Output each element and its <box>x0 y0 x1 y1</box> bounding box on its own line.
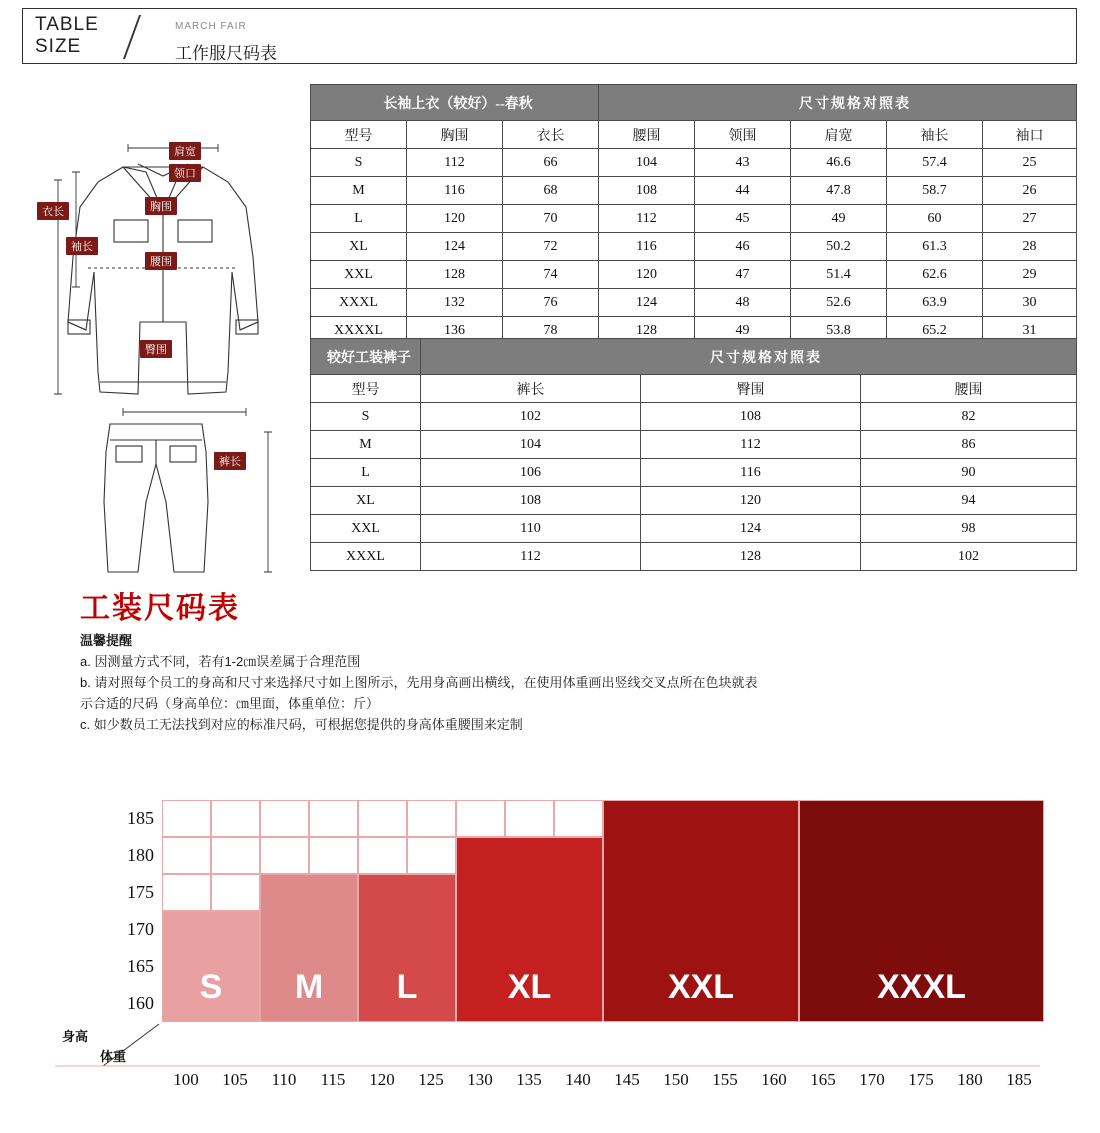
heatmap-x-tick: 180 <box>957 1070 983 1089</box>
heatmap-cell <box>456 800 505 837</box>
table-header-cell: 型号 <box>311 375 421 403</box>
table-cell: S <box>311 149 407 177</box>
table-cell: 26 <box>983 177 1077 205</box>
table-header-cell: 腰围 <box>599 121 695 149</box>
table-cell: 57.4 <box>887 149 983 177</box>
heatmap-x-tick: 120 <box>369 1070 395 1089</box>
table-cell: M <box>311 431 421 459</box>
heatmap-cell <box>162 837 211 874</box>
heatmap-label-xxl: XXL <box>667 968 735 1006</box>
table-bar-row <box>311 85 1077 121</box>
table-header-cell: 肩宽 <box>791 121 887 149</box>
table-cell: XXXXL <box>311 317 407 345</box>
heatmap-cell <box>162 874 211 911</box>
table-row <box>311 487 1077 515</box>
table-cell: 49 <box>695 317 791 345</box>
heatmap-x-tick: 165 <box>810 1070 836 1089</box>
table-cell: 48 <box>695 289 791 317</box>
bottom-size-table <box>310 338 1077 571</box>
table-cell: 104 <box>599 149 695 177</box>
table-bar-right: 尺寸规格对照表 <box>599 85 1077 121</box>
table-cell: XXXL <box>311 289 407 317</box>
note-line-b2: 示合适的尺码（身高单位：㎝里面，体重单位：斤） <box>80 696 380 711</box>
table-row <box>311 149 1077 177</box>
table-header-row <box>311 121 1077 149</box>
table-cell: 68 <box>503 177 599 205</box>
table-cell: 47.8 <box>791 177 887 205</box>
table-cell: 124 <box>407 233 503 261</box>
table-cell: 49 <box>791 205 887 233</box>
heatmap-cell <box>407 837 456 874</box>
heatmap-y-tick: 170 <box>127 919 154 939</box>
table-cell: 124 <box>599 289 695 317</box>
heatmap-x-tick: 150 <box>663 1070 689 1089</box>
table-cell: 112 <box>641 431 861 459</box>
heatmap-x-tick: 160 <box>761 1070 787 1089</box>
table-cell: 60 <box>887 205 983 233</box>
garment-diagram <box>28 72 298 582</box>
axis-corner-diagonal <box>55 1022 1040 1082</box>
table-cell: 116 <box>599 233 695 261</box>
heatmap-cell <box>309 837 358 874</box>
heatmap-y-tick: 165 <box>127 956 154 976</box>
bottom-table-body <box>311 339 1077 571</box>
table-cell: 50.2 <box>791 233 887 261</box>
label-trouser-length: 裤长 <box>214 452 246 470</box>
heatmap-x-tick: 110 <box>271 1070 297 1089</box>
slash-divider <box>123 15 141 59</box>
heatmap-cell <box>505 800 554 837</box>
heatmap-cell <box>260 800 309 837</box>
table-bar-left: 较好工装裤子 <box>311 339 421 375</box>
heatmap-x-tick: 105 <box>222 1070 248 1089</box>
table-cell: 94 <box>861 487 1077 515</box>
heatmap-cell <box>358 837 407 874</box>
table-row <box>311 289 1077 317</box>
table-cell: XXL <box>311 515 421 543</box>
table-header-row <box>311 375 1077 403</box>
table-cell: 112 <box>599 205 695 233</box>
heatmap-cell <box>162 800 211 837</box>
note-line-c: c. 如少数员工无法找到对应的标准尺码，可根据您提供的身高体重腰围来定制 <box>80 717 523 732</box>
label-hip: 臀围 <box>140 340 172 358</box>
table-cell: 102 <box>861 543 1077 571</box>
table-cell: L <box>311 205 407 233</box>
table-cell: 108 <box>599 177 695 205</box>
table-cell: XXXL <box>311 543 421 571</box>
note-line-a: a. 因测量方式不同，若有1-2㎝误差属于合理范围 <box>80 654 361 669</box>
label-garment-length: 衣长 <box>37 202 69 220</box>
table-row <box>311 233 1077 261</box>
table-cell: 98 <box>861 515 1077 543</box>
table-cell: 70 <box>503 205 599 233</box>
heatmap-x-tick: 125 <box>418 1070 444 1089</box>
table-cell: 29 <box>983 261 1077 289</box>
table-cell: 74 <box>503 261 599 289</box>
page-title-line1: TABLE <box>35 14 99 35</box>
table-cell: 128 <box>407 261 503 289</box>
table-cell: 112 <box>407 149 503 177</box>
brand-name: MARCH FAIR <box>175 21 247 32</box>
heatmap-x-tick: 100 <box>173 1070 199 1089</box>
table-header-cell: 腰围 <box>861 375 1077 403</box>
heatmap-cell <box>407 800 456 837</box>
label-sleeve-length: 袖长 <box>66 237 98 255</box>
table-cell: 86 <box>861 431 1077 459</box>
table-cell: 104 <box>421 431 641 459</box>
table-header-cell: 胸围 <box>407 121 503 149</box>
heatmap-x-tick: 140 <box>565 1070 591 1089</box>
heatmap-x-tick: 170 <box>859 1070 885 1089</box>
table-cell: S <box>311 403 421 431</box>
notes-block <box>80 630 980 735</box>
note-line-b: b. 请对照每个员工的身高和尺寸来选择尺寸如上图所示，先用身高画出横线，在使用体重画出竖线交叉点所在色块就表 <box>80 675 758 690</box>
heatmap-label-l: L <box>396 968 418 1006</box>
table-cell: 63.9 <box>887 289 983 317</box>
table-header-cell: 袖长 <box>887 121 983 149</box>
table-row <box>311 515 1077 543</box>
table-header-cell: 裤长 <box>421 375 641 403</box>
heatmap-y-tick: 175 <box>127 882 154 902</box>
axis-label-height: 身高 <box>62 1029 89 1044</box>
heatmap-x-tick: 185 <box>1006 1070 1032 1089</box>
table-cell: 106 <box>421 459 641 487</box>
heatmap-x-tick: 145 <box>614 1070 640 1089</box>
table-row <box>311 459 1077 487</box>
table-header-cell: 臀围 <box>641 375 861 403</box>
heatmap-y-tick: 160 <box>127 993 154 1013</box>
table-cell: 30 <box>983 289 1077 317</box>
table-cell: 25 <box>983 149 1077 177</box>
table-cell: 124 <box>641 515 861 543</box>
heatmap-cell <box>211 874 260 911</box>
heatmap-cell <box>358 800 407 837</box>
table-cell: 53.8 <box>791 317 887 345</box>
table-cell: 102 <box>421 403 641 431</box>
table-cell: 66 <box>503 149 599 177</box>
label-shoulder-width: 肩宽 <box>169 142 201 160</box>
table-cell: 136 <box>407 317 503 345</box>
table-cell: 45 <box>695 205 791 233</box>
axis-label-weight: 体重 <box>100 1049 127 1064</box>
heatmap-x-tick: 175 <box>908 1070 934 1089</box>
table-cell: 51.4 <box>791 261 887 289</box>
table-row <box>311 261 1077 289</box>
heatmap-cell <box>309 800 358 837</box>
table-cell: 61.3 <box>887 233 983 261</box>
table-cell: 82 <box>861 403 1077 431</box>
table-cell: 128 <box>599 317 695 345</box>
table-cell: 72 <box>503 233 599 261</box>
table-row <box>311 205 1077 233</box>
heatmap-x-tick: 155 <box>712 1070 738 1089</box>
top-table-body <box>311 85 1077 345</box>
heatmap-label-s: S <box>199 968 223 1006</box>
table-cell: 46.6 <box>791 149 887 177</box>
table-cell: 108 <box>641 403 861 431</box>
table-cell: 128 <box>641 543 861 571</box>
table-cell: 90 <box>861 459 1077 487</box>
notes-heading: 温馨提醒 <box>80 633 133 648</box>
table-header-cell: 型号 <box>311 121 407 149</box>
table-row <box>311 403 1077 431</box>
table-cell: 28 <box>983 233 1077 261</box>
heatmap-x-tick: 135 <box>516 1070 542 1089</box>
heatmap-label-xl: XL <box>507 968 552 1006</box>
header-box <box>22 8 1077 64</box>
table-bar-left: 长袖上衣（较好）--春秋 <box>311 85 599 121</box>
table-cell: 65.2 <box>887 317 983 345</box>
heatmap-y-tick: 180 <box>127 845 154 865</box>
table-cell: XL <box>311 487 421 515</box>
table-cell: 76 <box>503 289 599 317</box>
heatmap-cell <box>554 800 603 837</box>
label-waist: 腰围 <box>145 252 177 270</box>
table-cell: XXL <box>311 261 407 289</box>
table-cell: 116 <box>407 177 503 205</box>
table-header-cell: 领围 <box>695 121 791 149</box>
table-cell: 58.7 <box>887 177 983 205</box>
table-cell: L <box>311 459 421 487</box>
label-chest: 胸围 <box>145 197 177 215</box>
table-bar-row <box>311 339 1077 375</box>
label-collar: 领口 <box>169 164 201 182</box>
table-cell: XL <box>311 233 407 261</box>
table-cell: 46 <box>695 233 791 261</box>
page-title-line2: SIZE <box>35 35 82 57</box>
table-header-cell: 袖口 <box>983 121 1077 149</box>
size-heatmap-chart <box>55 800 1040 1089</box>
heatmap-cell <box>260 837 309 874</box>
table-cell: 108 <box>421 487 641 515</box>
table-cell: 132 <box>407 289 503 317</box>
top-size-table <box>310 84 1077 345</box>
table-cell: 116 <box>641 459 861 487</box>
table-cell: M <box>311 177 407 205</box>
heatmap-cell <box>211 800 260 837</box>
heatmap-cell <box>211 837 260 874</box>
table-cell: 110 <box>421 515 641 543</box>
table-cell: 31 <box>983 317 1077 345</box>
table-cell: 120 <box>407 205 503 233</box>
table-cell: 43 <box>695 149 791 177</box>
table-row <box>311 431 1077 459</box>
page-title <box>35 14 99 58</box>
table-row <box>311 543 1077 571</box>
table-cell: 27 <box>983 205 1077 233</box>
table-bar-right: 尺寸规格对照表 <box>421 339 1077 375</box>
heatmap-x-tick: 130 <box>467 1070 493 1089</box>
heatmap-label-m: M <box>294 968 324 1006</box>
heatmap-x-tick: 115 <box>320 1070 346 1089</box>
table-cell: 62.6 <box>887 261 983 289</box>
table-row <box>311 177 1077 205</box>
table-cell: 52.6 <box>791 289 887 317</box>
table-cell: 112 <box>421 543 641 571</box>
section-title-red: 工装尺码表 <box>80 592 240 625</box>
header-subtitle: 工作服尺码表 <box>175 44 277 63</box>
table-header-cell: 衣长 <box>503 121 599 149</box>
table-cell: 44 <box>695 177 791 205</box>
heatmap-label-xxxl: XXXL <box>877 968 966 1006</box>
heatmap-y-tick: 185 <box>127 808 154 828</box>
table-cell: 120 <box>599 261 695 289</box>
garment-svg <box>28 72 298 582</box>
table-cell: 120 <box>641 487 861 515</box>
table-cell: 78 <box>503 317 599 345</box>
table-cell: 47 <box>695 261 791 289</box>
